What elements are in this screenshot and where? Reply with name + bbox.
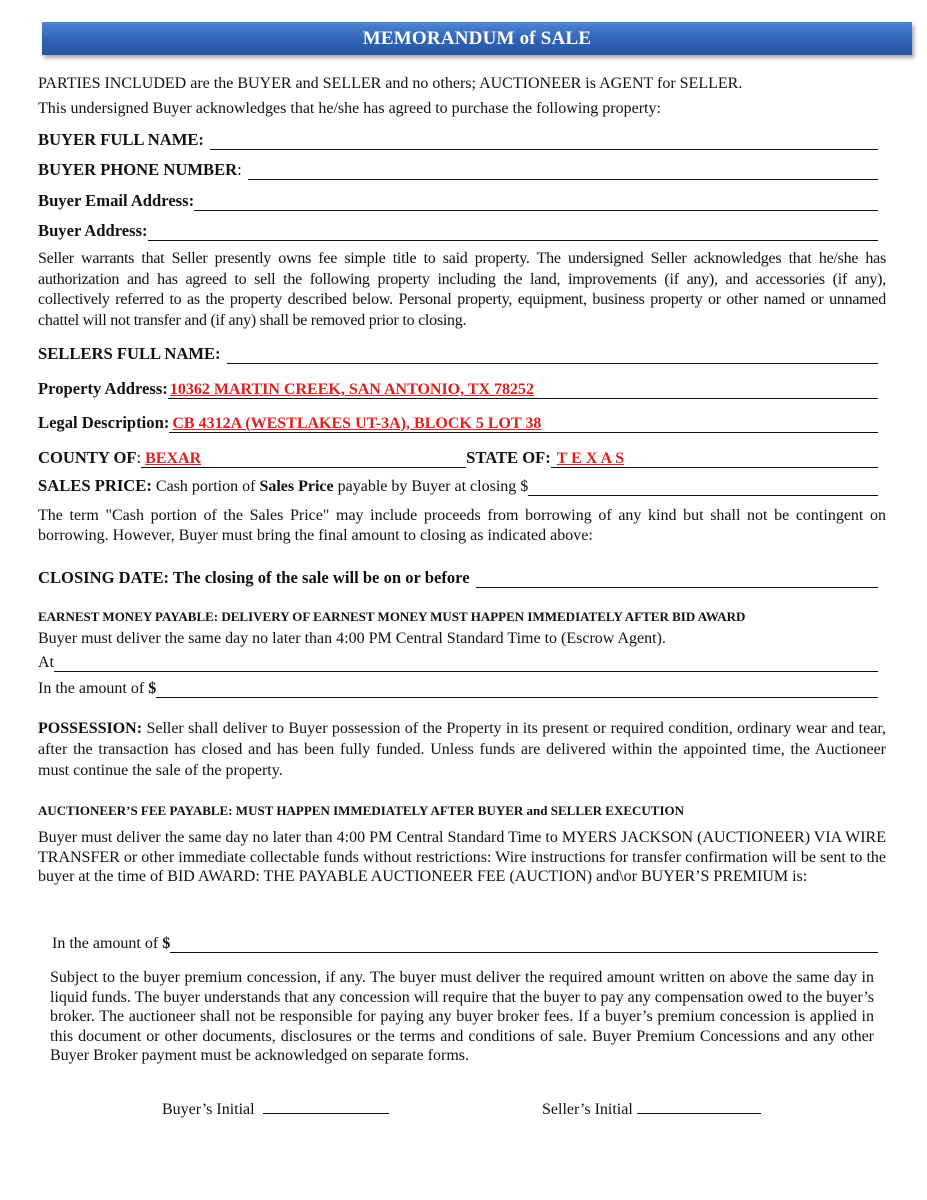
earnest-amount-field[interactable]: [156, 679, 878, 698]
auctioneer-fee-paragraph: Buyer must deliver the same day no later than 4:00 PM Central Standard Time to MYERS JACKSON (AUCTIONEER) VIA WIRE TRANSFER or other immediate collectable funds without restrictions: Wire instructions for transfer confirmation will be sent to the buyer at the time of BID AWARD: THE PAYABLE AUCTIONEER FEE (AUCTION) and\or BUYER’S PREMIUM is:: [38, 829, 886, 885]
earnest-dollar-sign: $: [148, 680, 157, 697]
auctioneer-amount-row: [52, 931, 878, 953]
sales-price-field[interactable]: [528, 477, 878, 496]
buyer-phone-row: [38, 158, 878, 180]
property-address-value: 10362 MARTIN CREEK, SAN ANTONIO, TX 78252: [169, 381, 535, 398]
property-address-label: Property Address:: [38, 379, 168, 398]
closing-date-field[interactable]: [476, 569, 878, 588]
earnest-amount-label: In the amount of: [38, 680, 149, 697]
auctioneer-dollar-sign: $: [162, 935, 171, 952]
closing-date-row: [38, 566, 878, 588]
sales-price-label: SALES PRICE:: [38, 476, 152, 495]
legal-description-row: [38, 411, 878, 433]
earnest-at-label: At: [38, 654, 54, 671]
cash-term-paragraph: The term "Cash portion of the Sales Price" may include proceeds from borrowing of any kind but shall not be contingent on borrowing. However, Buyer must bring the final amount to closing as indicated above:: [38, 507, 886, 544]
buyer-phone-label: BUYER PHONE NUMBER: [38, 160, 238, 179]
auctioneer-amount-label: In the amount of: [52, 935, 163, 952]
seller-warrants-paragraph: Seller warrants that Seller presently owns fee simple title to said property. The undersigned Seller acknowledges that he/she has authorization and has agreed to sell the following property including the land, improvements (if any), and accessories (if any), collectively referred to as the property described below. Personal property, equipment, business property or other named or unnamed chattel will not transfer and (if any) shall be removed prior to closing.: [38, 250, 886, 329]
earnest-at-row: [38, 650, 878, 672]
state-label: STATE OF:: [466, 448, 551, 467]
seller-initial-label: Seller’s Initial: [542, 1101, 633, 1118]
county-field[interactable]: [141, 449, 466, 468]
seller-name-field[interactable]: [227, 345, 878, 364]
parties-statement: PARTIES INCLUDED are the BUYER and SELLER and no others; AUCTIONEER is AGENT for SELLER.: [38, 75, 743, 92]
sales-price-text-b: Sales Price: [259, 478, 334, 495]
closing-date-label: CLOSING DATE: The closing of the sale will be on or before: [38, 568, 470, 587]
seller-name-label: SELLERS FULL NAME:: [38, 344, 221, 363]
buyer-initial-group: [162, 1099, 389, 1119]
buyer-name-row: [38, 128, 878, 150]
possession-text: Seller shall deliver to Buyer possession of the Property in its present or required condition, ordinary wear and tear, after the transaction has closed and has been fully funded. Unless funds are delivered within the appointed time, the Auctioneer must continue the sale of the property.: [38, 720, 886, 779]
seller-name-row: [38, 342, 878, 364]
auctioneer-amount-field[interactable]: [170, 934, 878, 953]
auctioneer-fee-heading: AUCTIONEER’S FEE PAYABLE: MUST HAPPEN IMMEDIATELY AFTER BUYER and SELLER EXECUTION: [38, 803, 685, 818]
earnest-amount-row: [38, 676, 878, 698]
state-value: T E X A S: [556, 450, 625, 467]
possession-paragraph: [38, 718, 886, 781]
county-state-row: [38, 446, 878, 468]
buyer-phone-colon: :: [237, 160, 242, 179]
sales-price-text-a: Cash portion of: [151, 478, 260, 495]
property-address-field[interactable]: [168, 380, 878, 399]
buyer-address-row: [38, 219, 878, 241]
sales-price-text-c: payable by Buyer at closing $: [333, 478, 529, 495]
buyer-address-field[interactable]: [148, 222, 878, 241]
buyer-phone-field[interactable]: [248, 161, 878, 180]
buyer-premium-paragraph: Subject to the buyer premium concession, if any. The buyer must deliver the required amount written on above the same day in liquid funds. The buyer understands that any concession will require that the buyer to pay any compensation owed to the buyer’s broker. The auctioneer shall not be responsible for paying any buyer broker fees. If a buyer’s premium concession is applied in this document or other documents, disclosures or the terms and conditions of sale. Buyer Premium Concessions and any other Buyer Broker payment must be acknowledged on separate forms.: [50, 969, 874, 1064]
legal-description-field[interactable]: [169, 414, 878, 433]
buyer-initial-field[interactable]: [263, 1099, 389, 1114]
document-title: MEMORANDUM of SALE: [42, 22, 912, 55]
buyer-acknowledgement: This undersigned Buyer acknowledges that he/she has agreed to purchase the following property:: [38, 100, 661, 117]
earnest-money-heading: EARNEST MONEY PAYABLE: DELIVERY OF EARNEST MONEY MUST HAPPEN IMMEDIATELY AFTER BID AWARD: [38, 609, 746, 624]
buyer-email-label: Buyer Email Address:: [38, 191, 195, 210]
possession-label: POSSESSION:: [38, 720, 143, 737]
seller-initial-group: [542, 1099, 761, 1119]
buyer-initial-label: Buyer’s Initial: [162, 1101, 255, 1118]
legal-description-value: CB 4312A (WESTLAKES UT-3A), BLOCK 5 LOT 38: [172, 415, 542, 432]
earnest-money-text: Buyer must deliver the same day no later than 4:00 PM Central Standard Time to (Escrow Agent).: [38, 630, 666, 647]
buyer-email-row: [38, 189, 878, 211]
county-colon: :: [136, 448, 142, 467]
seller-initial-field[interactable]: [637, 1099, 761, 1114]
county-label: COUNTY OF: [38, 448, 137, 467]
property-address-row: [38, 377, 878, 399]
buyer-name-label: BUYER FULL NAME:: [38, 130, 204, 149]
sales-price-row: [38, 474, 878, 496]
state-field[interactable]: [551, 449, 878, 468]
legal-description-label: Legal Description:: [38, 413, 170, 432]
earnest-at-field[interactable]: [54, 653, 878, 672]
buyer-email-field[interactable]: [194, 192, 878, 211]
buyer-address-label: Buyer Address:: [38, 221, 148, 240]
buyer-name-field[interactable]: [210, 131, 878, 150]
county-value: BEXAR: [145, 450, 202, 467]
